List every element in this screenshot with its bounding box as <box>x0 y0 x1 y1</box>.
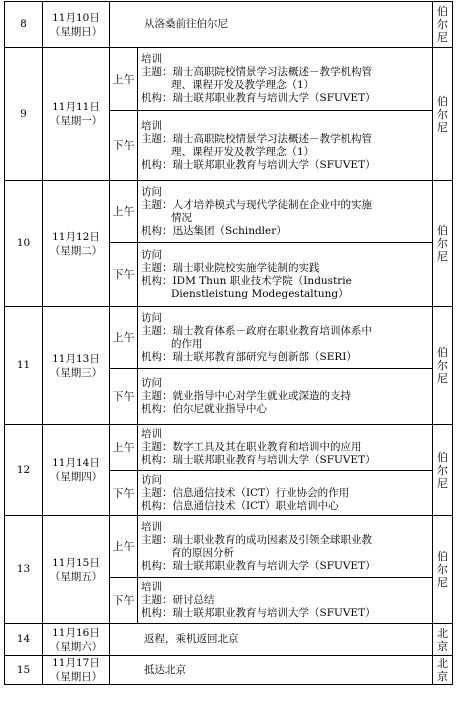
weekday: （星期六） <box>49 640 103 653</box>
morning-label: 上午 <box>110 307 138 369</box>
activity-type: 培训 <box>141 53 162 65</box>
morning-activity <box>138 425 433 471</box>
activity-topic: 主题：人才培养模式与现代学徒制在企业中的实施 <box>141 198 372 211</box>
date: 11月12日 <box>52 230 100 243</box>
date: 11月15日 <box>52 556 100 569</box>
activity-topic: 主题：瑞士高职院校情景学习法概述－教学机构管 <box>141 132 372 145</box>
row-number: 10 <box>5 181 43 307</box>
activity-org: 机构：IDM Thun 职业技术学院（Industrie <box>141 274 352 287</box>
date-cell <box>43 624 110 656</box>
date: 11月11日 <box>52 101 100 113</box>
date-cell <box>43 307 110 425</box>
full-day-activity: 抵达北京 <box>110 656 433 685</box>
date-cell <box>43 516 110 624</box>
activity-org: 机构：伯尔尼就业指导中心 <box>141 403 267 415</box>
city-cell: 伯 尔 尼 <box>433 48 453 181</box>
afternoon-label: 下午 <box>110 578 138 624</box>
date: 11月14日 <box>52 457 100 469</box>
morning-activity: 访问 主题：瑞士教育体系－政府在职业教育培训体系中 的作用 机构：瑞士联邦教育部研究与创新部（SERI） <box>138 307 433 369</box>
afternoon-activity <box>138 578 433 624</box>
activity-org: 机构：迅达集团（Schindler） <box>141 224 287 237</box>
table-row <box>5 181 453 243</box>
weekday: （星期一） <box>49 115 103 127</box>
activity-topic: 主题：瑞士职业院校实施学徒制的实践 <box>141 261 320 274</box>
city-cell: 伯 尔 尼 <box>433 307 453 425</box>
morning-activity: 培训 主题：瑞士职业教育的成功因素及引领全球职业教 育的原因分析 机构：瑞士联邦职业教育与培训大学（SFUVET） <box>138 516 433 578</box>
date: 11月10日 <box>52 11 100 24</box>
activity-org: 机构：瑞士联邦职业教育与培训大学（SFUVET） <box>141 92 376 104</box>
date: 11月17日 <box>52 657 100 669</box>
row-number: 8 <box>5 2 43 48</box>
afternoon-activity: 访问 主题：瑞士职业院校实施学徒制的实践 机构：IDM Thun 职业技术学院（Industrie Dienstleistung Modegestaltung） <box>138 243 433 307</box>
date-cell <box>43 425 110 516</box>
afternoon-activity <box>138 369 433 425</box>
date: 11月16日 <box>52 626 100 639</box>
activity-org: 机构：瑞士联邦教育部研究与创新部（SERI） <box>141 350 357 363</box>
morning-label: 上午 <box>110 425 138 471</box>
activity-type: 访问 <box>141 473 162 486</box>
activity-topic: 主题：信息通信技术（ICT）行业协会的作用 <box>141 486 350 499</box>
row-number: 9 <box>5 48 43 181</box>
row-number: 11 <box>5 307 43 425</box>
activity-type: 培训 <box>141 520 162 533</box>
afternoon-label: 下午 <box>110 369 138 425</box>
morning-activity: 访问 主题：人才培养模式与现代学徒制在企业中的实施 情况 机构：迅达集团（Schindler） <box>138 181 433 243</box>
afternoon-activity <box>138 471 433 516</box>
row-number: 12 <box>5 425 43 516</box>
activity-topic: 主题：就业指导中心对学生就业或深造的支持 <box>141 390 351 402</box>
itinerary-table <box>4 1 453 685</box>
afternoon-label: 下午 <box>110 243 138 307</box>
afternoon-activity: 培训 主题：瑞士高职院校情景学习法概述－教学机构管 理、课程开发及教学理念（1） 机构：瑞士联邦职业教育与培训大学（SFUVET） <box>138 111 433 181</box>
table-row <box>5 656 453 685</box>
activity-org: 机构：瑞士联邦职业教育与培训大学（SFUVET） <box>141 607 376 619</box>
table-row <box>5 48 453 111</box>
schedule-document <box>4 1 453 705</box>
weekday: （星期日） <box>49 671 103 683</box>
city-cell: 伯 尔 尼 <box>433 2 453 48</box>
table-row <box>5 2 453 48</box>
city-cell: 北 京 <box>433 656 453 685</box>
activity-type: 访问 <box>141 185 162 198</box>
full-day-activity: 返程，乘机返回北京 <box>110 624 433 656</box>
date-cell <box>43 181 110 307</box>
activity-topic: 主题：瑞士职业教育的成功因素及引领全球职业教 <box>141 533 372 546</box>
afternoon-label: 下午 <box>110 111 138 181</box>
row-number: 15 <box>5 656 43 685</box>
date-cell <box>43 656 110 685</box>
weekday: （星期五） <box>49 570 103 583</box>
morning-activity: 培训 主题：瑞士高职院校情景学习法概述－教学机构管 理、课程开发及教学理念（1） 机构：瑞士联邦职业教育与培训大学（SFUVET） <box>138 48 433 111</box>
morning-label: 上午 <box>110 181 138 243</box>
weekday: （星期四） <box>49 471 103 483</box>
afternoon-label: 下午 <box>110 471 138 516</box>
table-row <box>5 425 453 471</box>
activity-topic: 主题：数字工具及其在职业教育和培训中的应用 <box>141 441 362 453</box>
activity-topic: 主题：研讨总结 <box>141 594 215 606</box>
row-number: 14 <box>5 624 43 656</box>
full-day-activity: 从洛桑前往伯尔尼 <box>110 2 433 48</box>
city-cell: 伯 尔 尼 <box>433 425 453 516</box>
activity-org: 机构：瑞士联邦职业教育与培训大学（SFUVET） <box>141 454 376 466</box>
activity-org: 机构：瑞士联邦职业教育与培训大学（SFUVET） <box>141 158 376 171</box>
activity-org: 机构：瑞士联邦职业教育与培训大学（SFUVET） <box>141 559 376 572</box>
table-row <box>5 516 453 578</box>
city-cell: 伯 尔 尼 <box>433 516 453 624</box>
date-cell <box>43 2 110 48</box>
table-row <box>5 624 453 656</box>
table-row <box>5 307 453 369</box>
activity-topic: 主题：瑞士教育体系－政府在职业教育培训体系中 <box>141 324 372 337</box>
morning-label: 上午 <box>110 48 138 111</box>
activity-org: 机构：信息通信技术（ICT）职业培训中心 <box>141 499 339 512</box>
morning-label: 上午 <box>110 516 138 578</box>
date: 11月13日 <box>52 352 100 365</box>
weekday: （星期日） <box>49 25 103 38</box>
date-cell <box>43 48 110 181</box>
weekday: （星期三） <box>49 366 103 379</box>
weekday: （星期二） <box>49 244 103 257</box>
activity-type: 访问 <box>141 377 162 389</box>
city-cell: 伯 尔 尼 <box>433 181 453 307</box>
activity-topic: 主题：瑞士高职院校情景学习法概述－教学机构管 <box>141 66 372 78</box>
row-number: 13 <box>5 516 43 624</box>
activity-type: 培训 <box>141 119 162 132</box>
activity-type: 培训 <box>141 428 162 440</box>
city-cell: 北 京 <box>433 624 453 656</box>
activity-type: 培训 <box>141 581 162 593</box>
activity-type: 访问 <box>141 311 162 324</box>
activity-type: 访问 <box>141 248 162 261</box>
